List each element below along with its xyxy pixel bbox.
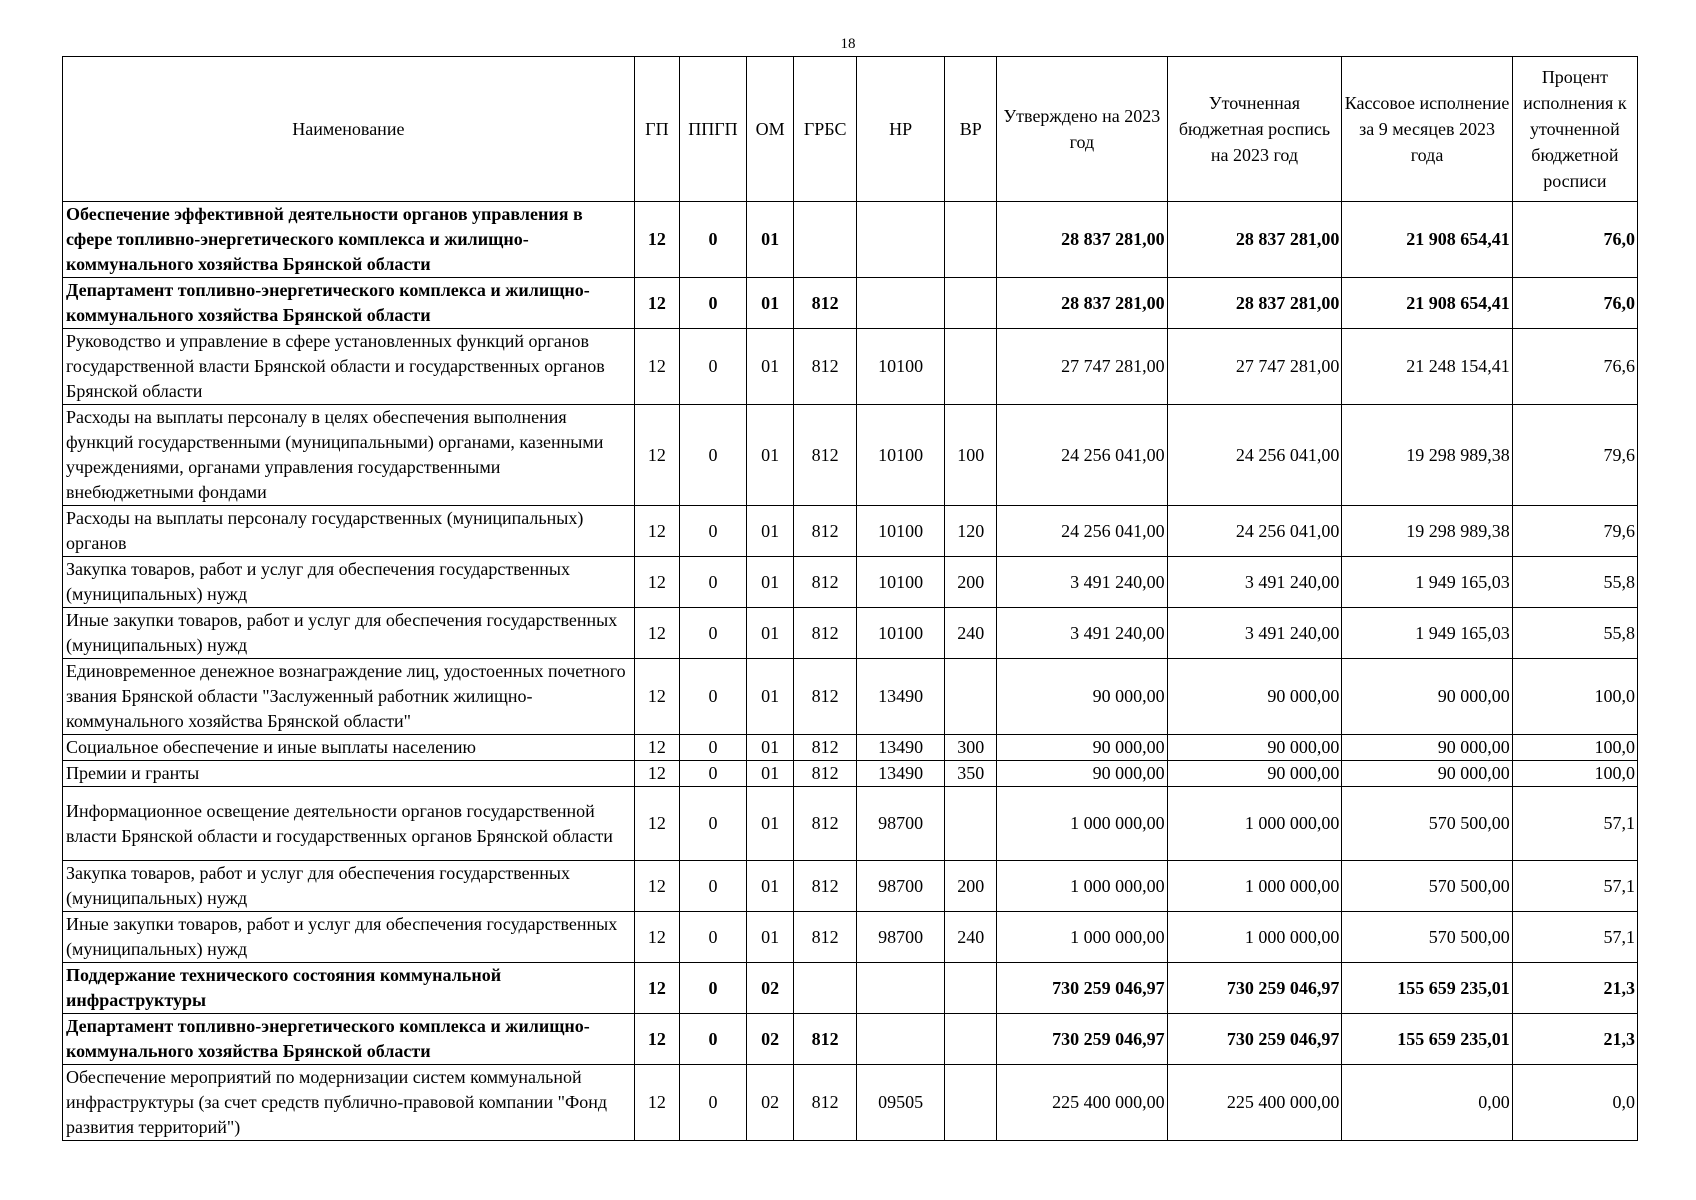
row-gp: 12: [634, 659, 679, 735]
row-cash: 21 908 654,41: [1342, 278, 1512, 329]
row-approved: 730 259 046,97: [997, 1014, 1167, 1065]
row-vr: [945, 1014, 997, 1065]
row-refined: 24 256 041,00: [1167, 405, 1342, 506]
row-nr: 98700: [856, 787, 944, 861]
row-refined: 1 000 000,00: [1167, 861, 1342, 912]
row-gp: 12: [634, 963, 679, 1014]
row-ppgp: 0: [680, 963, 747, 1014]
row-grbs: 812: [794, 608, 857, 659]
row-approved: 1 000 000,00: [997, 912, 1167, 963]
row-vr: [945, 659, 997, 735]
row-refined: 24 256 041,00: [1167, 506, 1342, 557]
row-approved: 27 747 281,00: [997, 329, 1167, 405]
row-grbs: [794, 202, 857, 278]
row-grbs: 812: [794, 506, 857, 557]
row-gp: 12: [634, 761, 679, 787]
row-percent: 57,1: [1512, 787, 1637, 861]
row-ppgp: 0: [680, 608, 747, 659]
row-grbs: [794, 963, 857, 1014]
row-om: 01: [746, 735, 793, 761]
row-name: Расходы на выплаты персоналу в целях обеспечения выполнения функций государственными (муниципальными) органами, казенными учреждениями, органами управления государственными внебюджетными фондами: [63, 405, 635, 506]
row-nr: 10100: [856, 329, 944, 405]
row-refined: 3 491 240,00: [1167, 608, 1342, 659]
row-om: 01: [746, 557, 793, 608]
row-grbs: 812: [794, 912, 857, 963]
row-grbs: 812: [794, 1065, 857, 1141]
row-approved: 3 491 240,00: [997, 608, 1167, 659]
table-row: [63, 557, 1638, 608]
row-grbs: 812: [794, 329, 857, 405]
row-nr: 13490: [856, 761, 944, 787]
row-grbs: 812: [794, 278, 857, 329]
row-name: Расходы на выплаты персоналу государственных (муниципальных) органов: [63, 506, 635, 557]
row-percent: 21,3: [1512, 1014, 1637, 1065]
row-vr: 240: [945, 912, 997, 963]
row-gp: 12: [634, 861, 679, 912]
row-name: Единовременное денежное вознаграждение лиц, удостоенных почетного звания Брянской области "Заслуженный работник жилищно-коммунального хозяйства Брянской области": [63, 659, 635, 735]
table-row: [63, 659, 1638, 735]
row-grbs: 812: [794, 405, 857, 506]
row-nr: 10100: [856, 506, 944, 557]
row-vr: [945, 278, 997, 329]
row-name: Информационное освещение деятельности органов государственной власти Брянской области и государственных органов Брянской области: [63, 787, 635, 861]
row-refined: 3 491 240,00: [1167, 557, 1342, 608]
row-om: 01: [746, 329, 793, 405]
row-vr: [945, 202, 997, 278]
page-number: 18: [840, 36, 856, 52]
row-ppgp: 0: [680, 202, 747, 278]
header-nr: НР: [856, 57, 944, 202]
row-name: Закупка товаров, работ и услуг для обеспечения государственных (муниципальных) нужд: [63, 861, 635, 912]
row-nr: 98700: [856, 861, 944, 912]
row-ppgp: 0: [680, 659, 747, 735]
row-nr: [856, 278, 944, 329]
row-ppgp: 0: [680, 405, 747, 506]
row-approved: 24 256 041,00: [997, 506, 1167, 557]
row-refined: 730 259 046,97: [1167, 963, 1342, 1014]
row-om: 01: [746, 202, 793, 278]
row-approved: 24 256 041,00: [997, 405, 1167, 506]
row-percent: 76,0: [1512, 278, 1637, 329]
row-percent: 55,8: [1512, 557, 1637, 608]
row-cash: 90 000,00: [1342, 761, 1512, 787]
row-name: Поддержание технического состояния коммунальной инфраструктуры: [63, 963, 635, 1014]
row-vr: 120: [945, 506, 997, 557]
row-refined: 1 000 000,00: [1167, 787, 1342, 861]
row-refined: 28 837 281,00: [1167, 278, 1342, 329]
header-approved: Утверждено на 2023 год: [997, 57, 1167, 202]
row-om: 01: [746, 659, 793, 735]
row-om: 01: [746, 861, 793, 912]
row-vr: 240: [945, 608, 997, 659]
row-gp: 12: [634, 329, 679, 405]
row-percent: 57,1: [1512, 861, 1637, 912]
row-gp: 12: [634, 506, 679, 557]
table-row: [63, 963, 1638, 1014]
row-ppgp: 0: [680, 912, 747, 963]
row-cash: 1 949 165,03: [1342, 608, 1512, 659]
header-vr: ВР: [945, 57, 997, 202]
row-nr: 10100: [856, 608, 944, 659]
row-gp: 12: [634, 1065, 679, 1141]
row-ppgp: 0: [680, 1065, 747, 1141]
row-gp: 12: [634, 278, 679, 329]
row-percent: 100,0: [1512, 761, 1637, 787]
row-gp: 12: [634, 1014, 679, 1065]
row-grbs: 812: [794, 659, 857, 735]
row-approved: 90 000,00: [997, 659, 1167, 735]
row-cash: 570 500,00: [1342, 912, 1512, 963]
row-name: Иные закупки товаров, работ и услуг для обеспечения государственных (муниципальных) нужд: [63, 912, 635, 963]
row-grbs: 812: [794, 861, 857, 912]
row-vr: 200: [945, 557, 997, 608]
row-nr: 98700: [856, 912, 944, 963]
table-row: [63, 608, 1638, 659]
row-gp: 12: [634, 912, 679, 963]
table-row: [63, 405, 1638, 506]
row-percent: 100,0: [1512, 659, 1637, 735]
row-approved: 28 837 281,00: [997, 278, 1167, 329]
row-percent: 57,1: [1512, 912, 1637, 963]
row-vr: [945, 787, 997, 861]
row-refined: 225 400 000,00: [1167, 1065, 1342, 1141]
row-om: 02: [746, 1014, 793, 1065]
row-cash: 0,00: [1342, 1065, 1512, 1141]
row-approved: 1 000 000,00: [997, 861, 1167, 912]
row-approved: 28 837 281,00: [997, 202, 1167, 278]
row-name: Департамент топливно-энергетического комплекса и жилищно-коммунального хозяйства Брянской области: [63, 1014, 635, 1065]
table-row: [63, 278, 1638, 329]
row-grbs: 812: [794, 761, 857, 787]
row-ppgp: 0: [680, 735, 747, 761]
row-cash: 570 500,00: [1342, 861, 1512, 912]
table-row: [63, 787, 1638, 861]
row-gp: 12: [634, 405, 679, 506]
row-grbs: 812: [794, 787, 857, 861]
row-name: Обеспечение эффективной деятельности органов управления в сфере топливно-энергетического комплекса и жилищно-коммунального хозяйства Брянской области: [63, 202, 635, 278]
row-approved: 90 000,00: [997, 761, 1167, 787]
row-ppgp: 0: [680, 557, 747, 608]
row-vr: 100: [945, 405, 997, 506]
row-ppgp: 0: [680, 787, 747, 861]
row-vr: 350: [945, 761, 997, 787]
row-name: Департамент топливно-энергетического комплекса и жилищно-коммунального хозяйства Брянской области: [63, 278, 635, 329]
row-refined: 27 747 281,00: [1167, 329, 1342, 405]
row-om: 01: [746, 787, 793, 861]
row-om: 01: [746, 405, 793, 506]
row-cash: 19 298 989,38: [1342, 405, 1512, 506]
row-grbs: 812: [794, 735, 857, 761]
budget-table: [62, 56, 1638, 1141]
row-om: 01: [746, 506, 793, 557]
row-nr: 10100: [856, 557, 944, 608]
row-percent: 76,0: [1512, 202, 1637, 278]
row-ppgp: 0: [680, 1014, 747, 1065]
table-row: [63, 761, 1638, 787]
header-ppgp: ППГП: [680, 57, 747, 202]
row-gp: 12: [634, 557, 679, 608]
row-cash: 21 248 154,41: [1342, 329, 1512, 405]
row-approved: 1 000 000,00: [997, 787, 1167, 861]
header-om: ОМ: [746, 57, 793, 202]
row-refined: 730 259 046,97: [1167, 1014, 1342, 1065]
row-refined: 1 000 000,00: [1167, 912, 1342, 963]
header-cash: Кассовое исполнение за 9 месяцев 2023 года: [1342, 57, 1512, 202]
row-ppgp: 0: [680, 278, 747, 329]
table-row: [63, 735, 1638, 761]
table-header-row: [63, 57, 1638, 202]
row-vr: [945, 1065, 997, 1141]
header-percent: Процент исполнения к уточненной бюджетной росписи: [1512, 57, 1637, 202]
row-nr: 09505: [856, 1065, 944, 1141]
row-percent: 0,0: [1512, 1065, 1637, 1141]
row-approved: 90 000,00: [997, 735, 1167, 761]
row-name: Обеспечение мероприятий по модернизации систем коммунальной инфраструктуры (за счет средств публично-правовой компании "Фонд развития территорий"): [63, 1065, 635, 1141]
header-gp: ГП: [634, 57, 679, 202]
table-row: [63, 861, 1638, 912]
row-nr: [856, 1014, 944, 1065]
row-grbs: 812: [794, 1014, 857, 1065]
row-cash: 155 659 235,01: [1342, 963, 1512, 1014]
row-percent: 79,6: [1512, 405, 1637, 506]
row-vr: [945, 329, 997, 405]
table-row: [63, 1065, 1638, 1141]
row-nr: 13490: [856, 735, 944, 761]
table-body: [63, 202, 1638, 1141]
row-refined: 90 000,00: [1167, 761, 1342, 787]
row-cash: 155 659 235,01: [1342, 1014, 1512, 1065]
table-row: [63, 506, 1638, 557]
table-row: [63, 912, 1638, 963]
row-name: Закупка товаров, работ и услуг для обеспечения государственных (муниципальных) нужд: [63, 557, 635, 608]
row-nr: 13490: [856, 659, 944, 735]
row-percent: 76,6: [1512, 329, 1637, 405]
row-om: 02: [746, 1065, 793, 1141]
row-gp: 12: [634, 787, 679, 861]
header-refined: Уточненная бюджетная роспись на 2023 год: [1167, 57, 1342, 202]
row-gp: 12: [634, 735, 679, 761]
row-name: Премии и гранты: [63, 761, 635, 787]
row-refined: 90 000,00: [1167, 735, 1342, 761]
header-name: Наименование: [63, 57, 635, 202]
row-percent: 100,0: [1512, 735, 1637, 761]
row-cash: 90 000,00: [1342, 659, 1512, 735]
row-percent: 21,3: [1512, 963, 1637, 1014]
table-row: [63, 202, 1638, 278]
row-cash: 21 908 654,41: [1342, 202, 1512, 278]
row-ppgp: 0: [680, 761, 747, 787]
row-gp: 12: [634, 202, 679, 278]
row-percent: 79,6: [1512, 506, 1637, 557]
row-gp: 12: [634, 608, 679, 659]
row-name: Иные закупки товаров, работ и услуг для обеспечения государственных (муниципальных) нужд: [63, 608, 635, 659]
row-nr: 10100: [856, 405, 944, 506]
row-nr: [856, 963, 944, 1014]
row-vr: [945, 963, 997, 1014]
row-name: Руководство и управление в сфере установленных функций органов государственной власти Брянской области и государственных органов Брянской области: [63, 329, 635, 405]
row-approved: 3 491 240,00: [997, 557, 1167, 608]
row-om: 02: [746, 963, 793, 1014]
row-approved: 225 400 000,00: [997, 1065, 1167, 1141]
row-refined: 28 837 281,00: [1167, 202, 1342, 278]
row-approved: 730 259 046,97: [997, 963, 1167, 1014]
row-ppgp: 0: [680, 861, 747, 912]
row-cash: 1 949 165,03: [1342, 557, 1512, 608]
row-cash: 19 298 989,38: [1342, 506, 1512, 557]
table-row: [63, 1014, 1638, 1065]
row-ppgp: 0: [680, 506, 747, 557]
row-om: 01: [746, 912, 793, 963]
row-vr: 300: [945, 735, 997, 761]
row-cash: 90 000,00: [1342, 735, 1512, 761]
row-grbs: 812: [794, 557, 857, 608]
row-refined: 90 000,00: [1167, 659, 1342, 735]
row-om: 01: [746, 761, 793, 787]
row-om: 01: [746, 608, 793, 659]
row-percent: 55,8: [1512, 608, 1637, 659]
row-om: 01: [746, 278, 793, 329]
row-name: Социальное обеспечение и иные выплаты населению: [63, 735, 635, 761]
row-cash: 570 500,00: [1342, 787, 1512, 861]
header-grbs: ГРБС: [794, 57, 857, 202]
row-nr: [856, 202, 944, 278]
row-ppgp: 0: [680, 329, 747, 405]
table-row: [63, 329, 1638, 405]
row-vr: 200: [945, 861, 997, 912]
